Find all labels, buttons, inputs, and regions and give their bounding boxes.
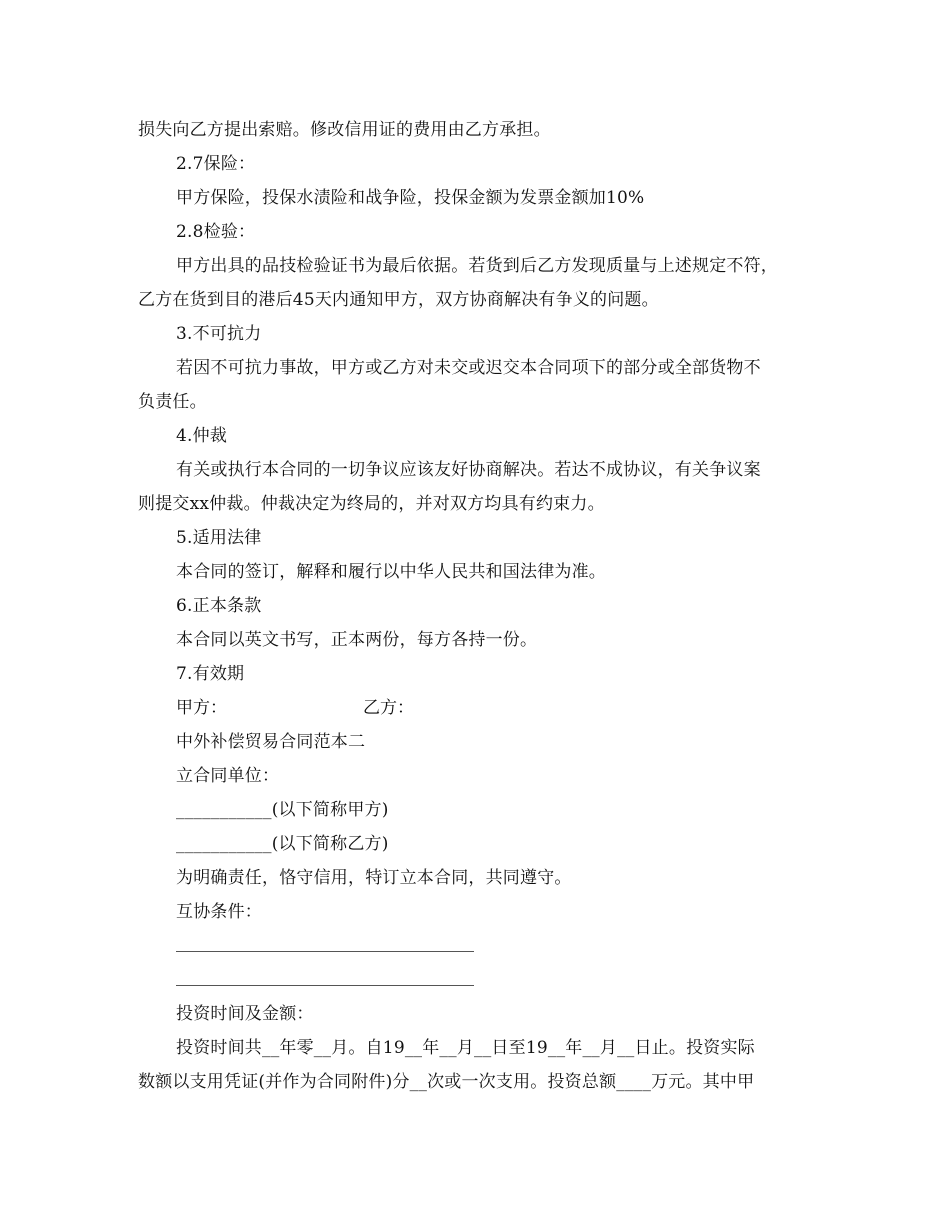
unit-b-line: ___________(以下简称乙方) <box>176 834 389 854</box>
paragraph-claim-cost: 损失向乙方提出索赔。修改信用证的费用由乙方承担。 <box>138 120 551 140</box>
heading-insurance: 2.7保险： <box>176 154 256 174</box>
paragraph-inspection-line1: 甲方出具的品技检验证书为最后依据。若货到后乙方发现质量与上述规定不符， <box>176 256 778 276</box>
heading-investment: 投资时间及金额： <box>176 1004 314 1024</box>
paragraph-arbitration-line1: 有关或执行本合同的一切争议应该友好协商解决。若达不成协议，有关争议案 <box>176 460 761 480</box>
paragraph-force-majeure-line2: 负责任。 <box>138 392 207 412</box>
heading-original-clause: 6.正本条款 <box>176 596 262 616</box>
blank-rule-1 <box>176 951 474 952</box>
paragraph-purpose: 为明确责任，恪守信用，特订立本合同，共同遵守。 <box>176 868 572 888</box>
paragraph-force-majeure-line1: 若因不可抗力事故，甲方或乙方对未交或迟交本合同项下的部分或全部货物不 <box>176 358 761 378</box>
party-a-label: 甲方： <box>176 698 227 718</box>
contract-title-two: 中外补偿贸易合同范本二 <box>176 732 366 752</box>
heading-force-majeure: 3.不可抗力 <box>176 324 262 344</box>
heading-validity: 7.有效期 <box>176 664 245 684</box>
paragraph-investment-line1: 投资时间共__年零__月。自19__年__月__日至19__年__月__日止。投资实际 <box>176 1038 755 1058</box>
unit-a-line: ___________(以下简称甲方) <box>176 800 389 820</box>
heading-arbitration: 4.仲裁 <box>176 426 228 446</box>
party-b-label: 乙方： <box>363 698 414 718</box>
paragraph-inspection-line2: 乙方在货到目的港后45天内通知甲方，双方协商解决有争义的问题。 <box>138 290 659 310</box>
paragraph-investment-line2: 数额以支用凭证(并作为合同附件)分__次或一次支用。投资总额____万元。其中甲 <box>138 1072 755 1092</box>
paragraph-applicable-law: 本合同的签订，解释和履行以中华人民共和国法律为准。 <box>176 562 606 582</box>
paragraph-arbitration-line2: 则提交xx仲裁。仲裁决定为终局的，并对双方均具有约束力。 <box>138 494 605 514</box>
heading-inspection: 2.8检验： <box>176 222 256 242</box>
heading-mutual-conditions: 互协条件： <box>176 902 262 922</box>
heading-applicable-law: 5.适用法律 <box>176 528 262 548</box>
paragraph-insurance: 甲方保险，投保水渍险和战争险，投保金额为发票金额加10% <box>176 188 645 208</box>
paragraph-original-clause: 本合同以英文书写，正本两份，每方各持一份。 <box>176 630 538 650</box>
contracting-units-label: 立合同单位： <box>176 766 280 786</box>
blank-rule-2 <box>176 985 474 986</box>
